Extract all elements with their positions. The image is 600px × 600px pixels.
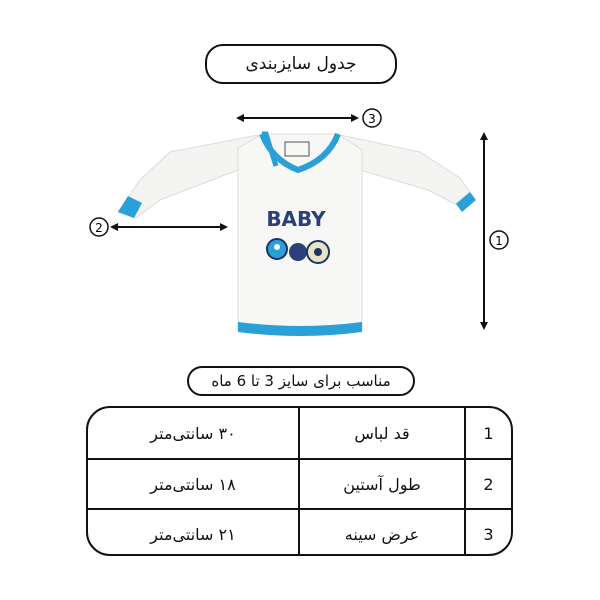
table-row (88, 508, 511, 556)
marker-2: 2 (95, 221, 103, 235)
sleeve-length-arrow (90, 218, 228, 236)
svg-text:BABY: BABY (266, 207, 326, 231)
row-value: ۳۰ سانتی‌متر (150, 423, 236, 443)
page-title: جدول سایزبندی (245, 54, 357, 74)
size-range-label: مناسب برای سایز 3 تا 6 ماه (211, 372, 391, 390)
subtitle-pill (187, 366, 415, 396)
row-index: 3 (464, 510, 511, 556)
shirt-diagram (0, 100, 600, 350)
row-property: قد لباس (298, 408, 464, 458)
height-arrow (480, 132, 508, 330)
row-index: 1 (464, 408, 511, 458)
row-index: 2 (464, 460, 511, 508)
table-row (88, 408, 511, 458)
size-table (86, 406, 513, 556)
chest-width-arrow (236, 109, 381, 127)
row-property: عرض سینه (298, 510, 464, 556)
row-property: طول آستین (298, 460, 464, 508)
row-value: ۱۸ سانتی‌متر (150, 474, 236, 494)
table-row (88, 458, 511, 508)
shirt-image (118, 134, 476, 336)
marker-1: 1 (495, 234, 503, 248)
title-pill (205, 44, 397, 84)
row-value: ۲۱ سانتی‌متر (150, 524, 236, 544)
marker-3: 3 (368, 112, 376, 126)
